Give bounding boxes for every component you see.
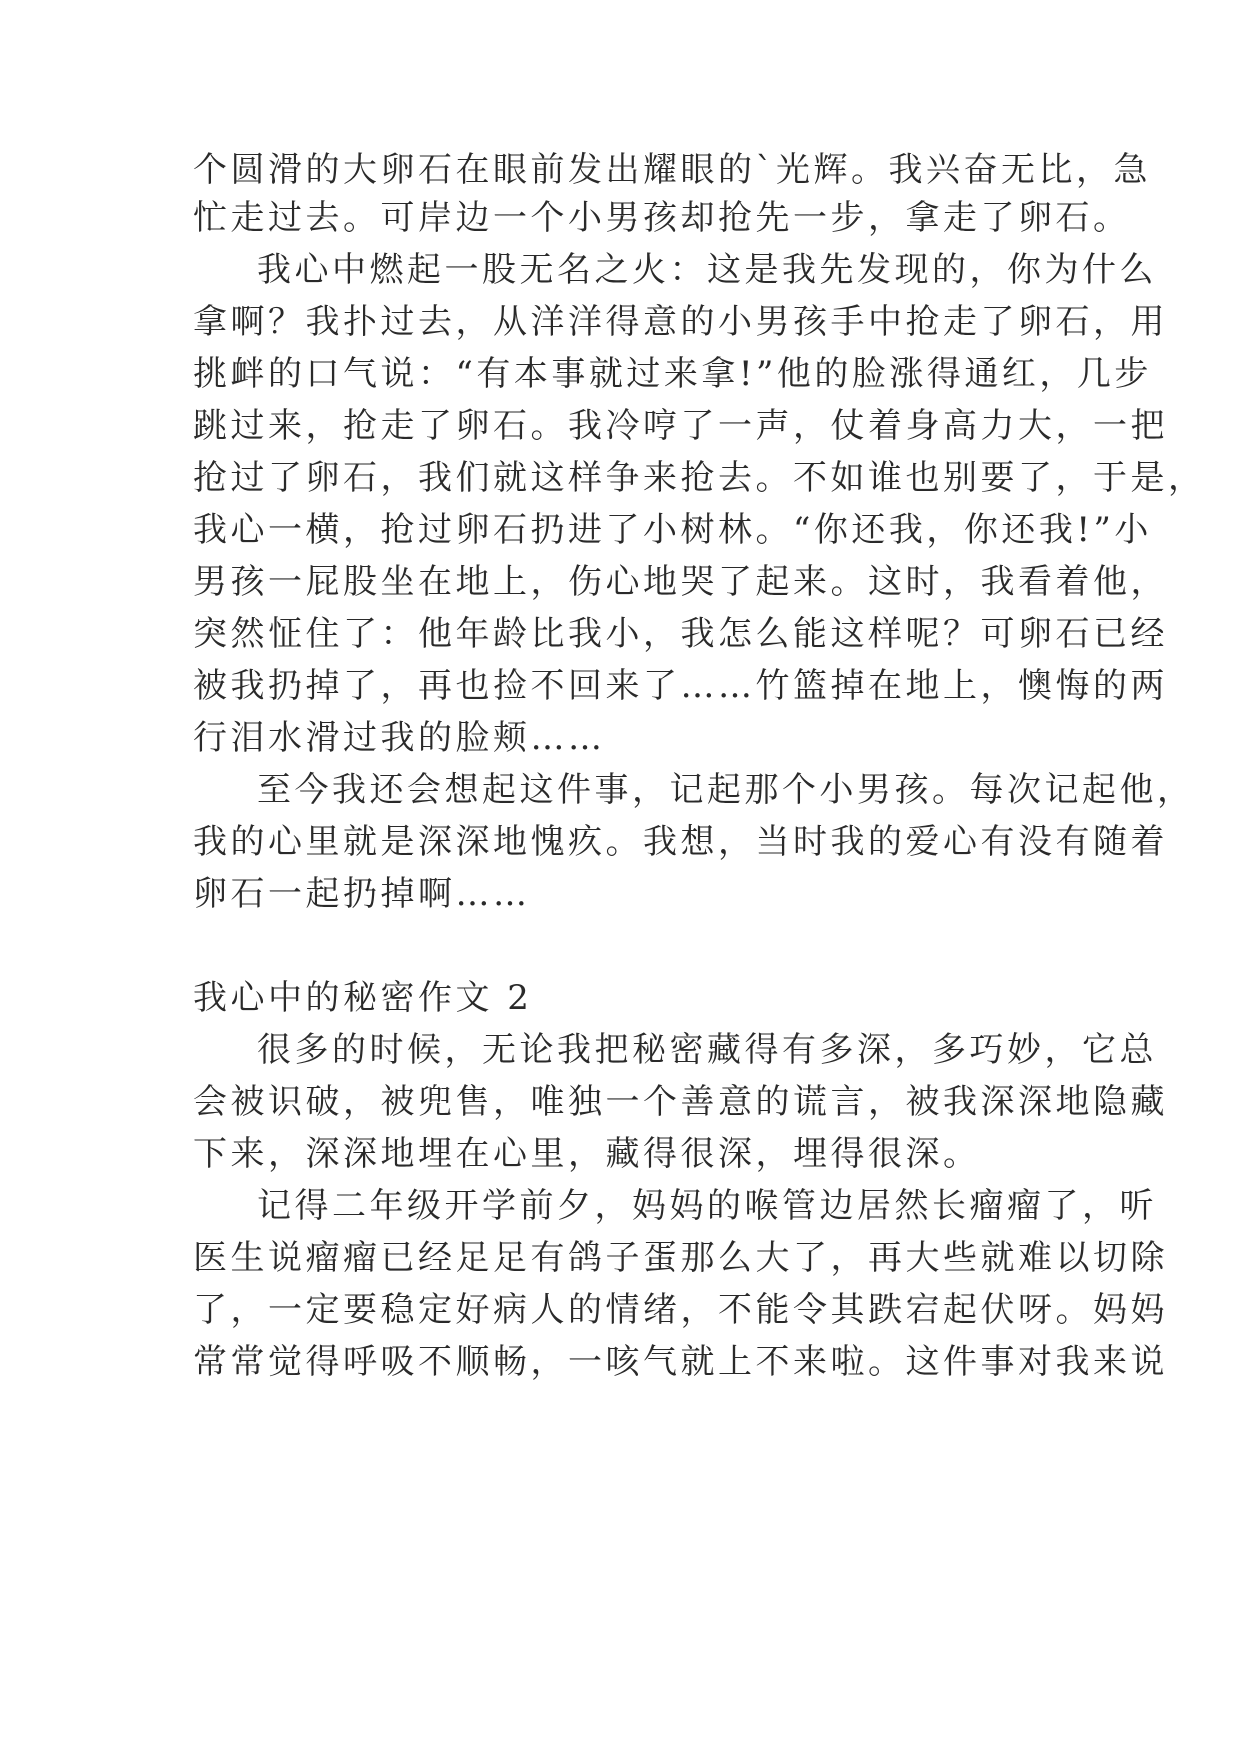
text-line: 跳过来，抢走了卵石。我冷哼了一声，仗着身高力大，一把 <box>193 406 1168 446</box>
text-line: 男孩一屁股坐在地上，伤心地哭了起来。这时，我看着他， <box>193 562 1168 602</box>
text-line: 抢过了卵石，我们就这样争来抢去。不如谁也别要了，于是， <box>193 458 1206 498</box>
paragraph-start: 记得二年级开学前夕，妈妈的喉管边居然长瘤瘤了，听 <box>257 1186 1157 1226</box>
text-line: 我心一横，抢过卵石扔进了小树林。“你还我，你还我!”小 <box>193 510 1152 550</box>
paragraph-start: 至今我还会想起这件事，记起那个小男孩。每次记起他， <box>257 770 1195 810</box>
text-line: 卵石一起扔掉啊…… <box>193 874 531 914</box>
text-line: 常常觉得呼吸不顺畅，一咳气就上不来啦。这件事对我来说 <box>193 1342 1168 1382</box>
paragraph-start: 很多的时候，无论我把秘密藏得有多深，多巧妙，它总 <box>257 1030 1157 1070</box>
text-line: 医生说瘤瘤已经足足有鸽子蛋那么大了，再大些就难以切除 <box>193 1238 1168 1278</box>
text-line: 忙走过去。可岸边一个小男孩却抢先一步，拿走了卵石。 <box>193 198 1131 238</box>
text-line: 行泪水滑过我的脸颊…… <box>193 718 606 758</box>
text-line: 挑衅的口气说：“有本事就过来拿!”他的脸涨得通红，几步 <box>193 354 1152 394</box>
text-line: 我的心里就是深深地愧疚。我想，当时我的爱心有没有随着 <box>193 822 1168 862</box>
section-heading: 我心中的秘密作文 2 <box>193 978 533 1018</box>
paragraph-start: 我心中燃起一股无名之火：这是我先发现的，你为什么 <box>257 250 1157 290</box>
text-line: 突然怔住了：他年龄比我小，我怎么能这样呢？可卵石已经 <box>193 614 1168 654</box>
text-line: 拿啊？我扑过去，从洋洋得意的小男孩手中抢走了卵石，用 <box>193 302 1168 342</box>
text-line: 被我扔掉了，再也捡不回来了……竹篮掉在地上，懊悔的两 <box>193 666 1168 706</box>
text-line: 个圆滑的大卵石在眼前发出耀眼的`光辉。我兴奋无比，急 <box>193 150 1151 190</box>
text-line: 会被识破，被兜售，唯独一个善意的谎言，被我深深地隐藏 <box>193 1082 1168 1122</box>
text-line: 了，一定要稳定好病人的情绪，不能令其跌宕起伏呀。妈妈 <box>193 1290 1168 1330</box>
text-line: 下来，深深地埋在心里，藏得很深，埋得很深。 <box>193 1134 981 1174</box>
